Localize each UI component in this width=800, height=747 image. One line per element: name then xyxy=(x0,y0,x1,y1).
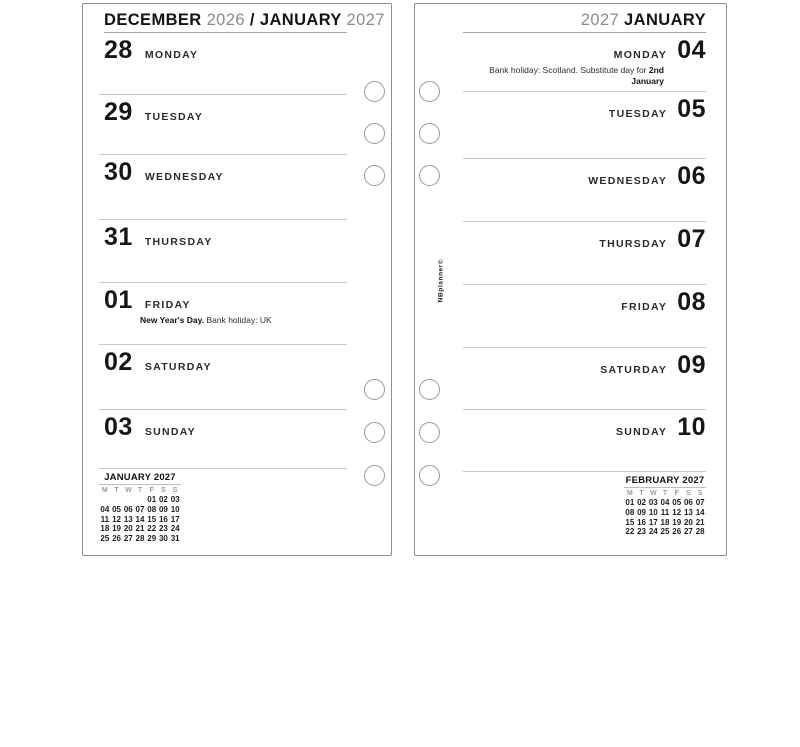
mini-date: 16 xyxy=(158,514,168,524)
day-number: 07 xyxy=(677,225,706,253)
punch-hole xyxy=(364,165,385,186)
mini-date: 22 xyxy=(625,527,635,537)
mini-date: 21 xyxy=(135,524,145,534)
weekday-letter: T xyxy=(137,486,143,494)
day-weekday: SATURDAY xyxy=(600,364,668,376)
day-weekday: WEDNESDAY xyxy=(588,175,668,187)
day-number: 28 xyxy=(104,36,133,64)
weekday-letter: W xyxy=(649,489,657,497)
mini-date: 09 xyxy=(158,504,168,514)
mini-date: 05 xyxy=(112,504,122,514)
day-weekday: FRIDAY xyxy=(144,299,191,311)
day-label xyxy=(99,225,347,250)
day-label xyxy=(463,38,706,63)
mini-date: 30 xyxy=(158,534,168,544)
day-row-friday-08 xyxy=(463,285,706,348)
mini-date: 02 xyxy=(637,498,647,507)
weekday-letter: F xyxy=(674,489,679,497)
mini-date xyxy=(99,495,111,505)
day-row-monday-28 xyxy=(99,33,347,95)
header-year-2027: 2027 xyxy=(580,11,620,29)
day-label xyxy=(99,100,347,125)
mini-date: 21 xyxy=(695,517,705,527)
mini-date: 11 xyxy=(100,514,110,524)
mini-date: 10 xyxy=(648,507,658,517)
mini-date: 23 xyxy=(637,527,647,537)
day-weekday: MONDAY xyxy=(144,49,199,61)
punch-hole xyxy=(419,123,440,144)
day-number: 06 xyxy=(677,162,706,190)
mini-date: 17 xyxy=(648,517,658,527)
mini-date: 28 xyxy=(135,534,145,544)
day-row-saturday-02 xyxy=(99,345,347,410)
punch-hole xyxy=(364,422,385,443)
day-label xyxy=(463,227,706,252)
holiday-note-bold: 2nd January xyxy=(631,65,664,86)
mini-date: 14 xyxy=(695,507,705,517)
left-page-header xyxy=(104,10,385,33)
mini-date: 27 xyxy=(683,527,693,537)
day-number: 02 xyxy=(104,348,133,376)
mini-date: 20 xyxy=(683,517,693,527)
left-page xyxy=(82,3,392,556)
mini-calendar-february-2027 xyxy=(624,475,706,537)
day-row-thursday-07 xyxy=(463,222,706,285)
day-number: 31 xyxy=(104,223,133,251)
day-label xyxy=(99,160,347,185)
mini-date: 06 xyxy=(683,498,693,507)
mini-date: 19 xyxy=(672,517,682,527)
day-number: 04 xyxy=(677,36,706,64)
day-weekday: FRIDAY xyxy=(621,301,668,313)
day-label xyxy=(463,353,706,378)
mini-date: 03 xyxy=(170,495,180,504)
mini-date: 26 xyxy=(112,534,122,544)
mini-calendar-weekday-header xyxy=(99,485,181,495)
punch-hole xyxy=(419,379,440,400)
mini-date: 14 xyxy=(135,514,145,524)
punch-hole xyxy=(364,379,385,400)
mini-calendar-dates xyxy=(624,498,706,537)
punch-hole xyxy=(364,465,385,486)
holiday-note-bold: New Year's Day. xyxy=(140,315,205,325)
mini-date: 18 xyxy=(660,517,670,527)
mini-date: 25 xyxy=(660,527,670,537)
mini-date: 18 xyxy=(100,524,110,534)
mini-date: 22 xyxy=(147,524,157,534)
weekday-letter: T xyxy=(639,489,644,497)
mini-date: 16 xyxy=(637,517,647,527)
mini-calendar-title: JANUARY 2027 xyxy=(99,472,181,485)
mini-date: 25 xyxy=(100,534,110,544)
day-label xyxy=(463,164,706,189)
header-year-2027: 2027 xyxy=(346,11,385,29)
day-weekday: SATURDAY xyxy=(144,361,212,373)
day-number: 08 xyxy=(677,288,706,316)
day-label xyxy=(463,415,706,440)
left-page-content xyxy=(99,10,385,551)
mini-date xyxy=(134,495,146,505)
header-separator: / xyxy=(249,11,255,29)
header-month-december: DECEMBER xyxy=(104,11,202,29)
day-weekday: SUNDAY xyxy=(144,426,196,438)
mini-date: 13 xyxy=(683,507,693,517)
day-weekday: THURSDAY xyxy=(144,236,213,248)
weekday-letter: W xyxy=(124,486,132,494)
mini-date: 26 xyxy=(672,527,682,537)
punch-hole xyxy=(419,165,440,186)
nbplanner-brand-text: NBplanner© xyxy=(437,258,445,303)
mini-date: 06 xyxy=(123,504,133,514)
mini-date: 05 xyxy=(672,498,682,507)
day-number: 10 xyxy=(677,413,706,441)
day-weekday: WEDNESDAY xyxy=(144,171,224,183)
day-label xyxy=(99,415,347,440)
day-row-thursday-31 xyxy=(99,220,347,283)
day-label xyxy=(99,288,347,313)
day-number: 05 xyxy=(677,95,706,123)
day-weekday: SUNDAY xyxy=(616,426,668,438)
day-row-monday-04 xyxy=(463,33,706,92)
mini-date: 12 xyxy=(112,514,122,524)
weekday-letter: T xyxy=(662,489,668,497)
day-row-wednesday-06 xyxy=(463,159,706,222)
weekday-letter: S xyxy=(161,486,166,494)
holiday-note-text: Bank holiday: UK xyxy=(204,315,272,325)
mini-calendar-weekday-header xyxy=(624,488,706,498)
punch-hole xyxy=(419,422,440,443)
day-weekday: TUESDAY xyxy=(608,108,668,120)
mini-date: 17 xyxy=(170,514,180,524)
punch-hole xyxy=(364,123,385,144)
day-number: 29 xyxy=(104,98,133,126)
day-label xyxy=(463,290,706,315)
mini-date: 01 xyxy=(147,495,157,504)
weekday-letter: M xyxy=(101,486,108,494)
right-page-content xyxy=(463,10,706,551)
mini-date: 15 xyxy=(147,514,157,524)
day-row-sunday-03 xyxy=(99,410,347,469)
day-weekday: TUESDAY xyxy=(144,111,204,123)
mini-date: 20 xyxy=(123,524,133,534)
mini-date: 03 xyxy=(648,498,658,507)
mini-date: 12 xyxy=(672,507,682,517)
weekday-letter: S xyxy=(686,489,691,497)
mini-date: 04 xyxy=(100,504,110,514)
mini-date xyxy=(111,495,123,505)
mini-date: 11 xyxy=(660,507,670,517)
mini-date: 24 xyxy=(170,524,180,534)
mini-calendar-title: FEBRUARY 2027 xyxy=(625,475,705,486)
mini-date: 08 xyxy=(625,507,635,517)
holiday-note xyxy=(463,65,706,86)
mini-date: 04 xyxy=(660,498,670,507)
mini-date: 19 xyxy=(112,524,122,534)
weekday-letter: S xyxy=(172,486,178,494)
right-page-header xyxy=(463,10,706,33)
day-row-friday-01 xyxy=(99,283,347,345)
punch-hole xyxy=(419,465,440,486)
header-month-january: JANUARY xyxy=(624,11,706,29)
mini-calendar-dates xyxy=(99,495,181,544)
day-row-tuesday-05 xyxy=(463,92,706,159)
day-label xyxy=(463,97,706,122)
header-year-2026: 2026 xyxy=(206,11,245,29)
mini-date: 23 xyxy=(158,524,168,534)
mini-date xyxy=(122,495,134,505)
mini-date: 13 xyxy=(123,514,133,524)
mini-date: 29 xyxy=(147,534,157,544)
mini-date: 10 xyxy=(170,504,180,514)
mini-calendar-january-2027 xyxy=(99,472,181,544)
day-row-sunday-10 xyxy=(463,410,706,472)
weekday-letter: T xyxy=(114,486,119,494)
weekday-letter: F xyxy=(149,486,154,494)
day-row-tuesday-29 xyxy=(99,95,347,155)
mini-date: 27 xyxy=(123,534,133,544)
mini-date: 15 xyxy=(625,517,635,527)
day-number: 09 xyxy=(677,351,706,379)
mini-date: 07 xyxy=(695,498,705,507)
mini-date: 02 xyxy=(158,495,168,504)
day-label xyxy=(99,350,347,375)
weekday-letter: M xyxy=(626,489,633,497)
mini-date: 08 xyxy=(147,504,157,514)
mini-date: 01 xyxy=(625,498,635,507)
holiday-note-text: Bank holiday: Scotland. Substitute day for xyxy=(489,65,649,75)
day-number: 03 xyxy=(104,413,133,441)
punch-hole xyxy=(364,81,385,102)
holiday-note xyxy=(140,315,347,326)
mini-date: 28 xyxy=(695,527,705,537)
day-number: 30 xyxy=(104,158,133,186)
day-row-wednesday-30 xyxy=(99,155,347,220)
day-label xyxy=(99,38,347,63)
mini-date: 07 xyxy=(135,504,145,514)
day-row-saturday-09 xyxy=(463,348,706,410)
mini-date: 24 xyxy=(648,527,658,537)
day-weekday: THURSDAY xyxy=(599,238,668,250)
day-weekday: MONDAY xyxy=(613,49,668,61)
mini-date: 31 xyxy=(170,534,180,544)
mini-date: 09 xyxy=(637,507,647,517)
header-month-january: JANUARY xyxy=(259,11,342,29)
day-number: 01 xyxy=(104,286,133,314)
weekday-letter: S xyxy=(697,489,703,497)
punch-hole xyxy=(419,81,440,102)
right-page xyxy=(414,3,727,556)
